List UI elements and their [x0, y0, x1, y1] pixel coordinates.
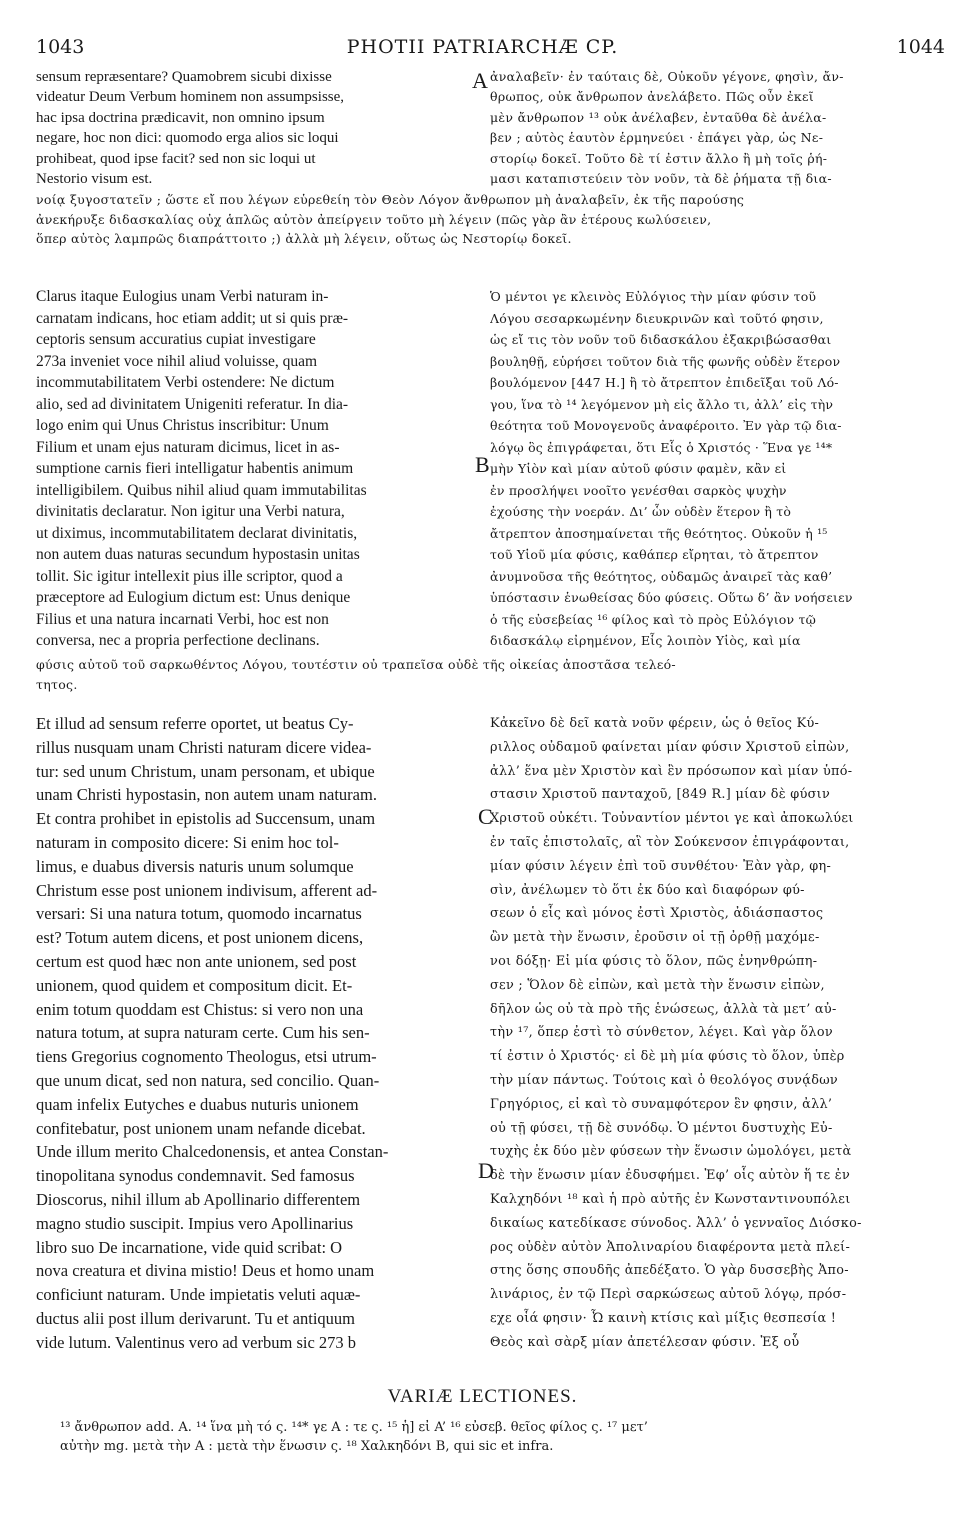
- greek-a-line: μὲν ἄνθρωπον ¹³ οὐκ ἀνέλαβεν, ἐνταῦθα δὲ ἀνέλα-: [490, 109, 827, 125]
- greek-c-line: ἐν ταῖς ἐπιστολαῖς, αἳ τὸν Σούκενσον ἐπιγράφονται,: [490, 834, 850, 850]
- latin-c-line: rillus nusquam unam Christi naturam dicere videa-: [36, 737, 372, 757]
- greek-b-line: ἐν προσλήψει νοοῖτο γενέσθαι σαρκὸς ψυχὴν: [490, 482, 787, 498]
- greek-c-line: στης ὅσης σπουδῆς ἀπεδέξατο. Ὁ γὰρ δυσσεβὴς Ἀπο-: [490, 1263, 849, 1279]
- column-number-left: 1043: [36, 36, 85, 58]
- latin-b-line: præceptore ad Eulogium dictum est: Unus denique: [36, 589, 351, 606]
- latin-b-line: incommutabilitatem Verbi ostendere: Ne dictum: [36, 374, 335, 391]
- greek-c-line: οὐ τῇ φύσει, τῇ δὲ συνόδῳ. Ὁ μέντοι δυστυχὴς Εὐ-: [490, 1120, 833, 1136]
- latin-c-line: Et illud ad sensum referre oportet, ut beatus Cy-: [36, 714, 354, 733]
- latin-b-line: Filium et unam ejus naturam dicimus, licet in as-: [36, 438, 340, 456]
- greek-c-line: Θεὸς καὶ σὰρξ μίαν ἀπετέλεσαν φύσιν. Ἐξ οὗ: [490, 1334, 800, 1350]
- latin-b-line: carnatam indicans, hoc etiam addit; ut si quis præ-: [36, 309, 349, 327]
- greek-b-line: θεότητα τοῦ Μονογενοῦς ἀναφέροιτο. Ἐν γὰρ τῷ δια-: [490, 418, 842, 433]
- variae-lectiones-notes: [60, 1418, 940, 1456]
- latin-c-line: confitebatur, post unionem unam nefande dicebat.: [36, 1118, 366, 1138]
- greek-b-line: βουλόμενον [447 H.] ἢ τὸ ἄτρεπτον ἐπιδεῖξαι τοῦ Λό-: [490, 375, 839, 390]
- greek-c-line: σεν ; Ὅλον δὲ εἰπὼν, καὶ μετὰ τὴν ἕνωσιν εἰπὼν,: [490, 977, 825, 993]
- latin-b-line: logo enim qui Unus Christus inscribitur: Unum: [36, 417, 329, 434]
- full-a-line: ἀνεκήρυξε διδασκαλίας οὐχ ἁπλῶς αὐτὸν ἀπείργειν τοῦτο μὴ λέγειν (πῶς γὰρ ἂν ἑτέρους κωλύσειεν,: [36, 211, 712, 227]
- variae-lines-line: ¹³ ἄνθρωπον add. A. ¹⁴ ἵνα μὴ τό ς. ¹⁴* γε A : τε ς. ¹⁵ ἡ] εἰ A’ ¹⁶ εὐσεβ. θεῖος φίλος ς. ¹⁷ μετ’: [60, 1420, 648, 1435]
- greek-c-line: ἀλλ’ ἕνα μὲν Χριστὸν καὶ ἓν πρόσωπον καὶ μίαν ὑπό-: [490, 763, 853, 779]
- column-number-right: 1044: [896, 36, 945, 58]
- latin-b-line: sumptione carnis fieri intelligatur habentis animum: [36, 460, 354, 477]
- latin-c-line: magno studio suscipit. Impius vero Apollinarius: [36, 1213, 354, 1233]
- greek-c-line: στασιν Χριστοῦ πανταχοῦ, [849 R.] μίαν δὲ φύσιν: [490, 787, 831, 803]
- latin-b-line: intelligibilem. Quibus nihil aliud quam immutabilitas: [36, 481, 367, 499]
- latin-c-line: versari: Si una natura totum, quomodo incarnatus: [36, 904, 362, 924]
- latin-b-line: ut diximus, incommutabilitatem declarat divinitatis,: [36, 524, 358, 542]
- greek-b-line: ἄτρεπτον ἀποσημαίνεται τῆς θεότητος. Οὐκοῦν ἡ ¹⁵: [490, 525, 828, 541]
- latin-a-line: Nestorio visum est.: [36, 171, 153, 188]
- latin-c-line: tiens Gregorius cognomento Theologus, etsi utrum-: [36, 1047, 377, 1067]
- latin-c-line: tur: sed unum Christum, unam personam, et ubique: [36, 761, 375, 781]
- running-title: PHOTII PATRIARCHÆ CP.: [346, 36, 619, 58]
- latin-c-line: limus, e duabus diversis naturis unum solumque: [36, 856, 354, 876]
- greek-c-line: ριλλος οὐδαμοῦ φαίνεται μίαν φύσιν Χριστοῦ εἰπὼν,: [490, 739, 850, 755]
- latin-b-line: Filius et una natura incarnati Verbi, hoc est non: [36, 610, 329, 628]
- greek-c-line: τυχὴς ἐκ δύο μὲν φύσεων τὴν ἕνωσιν ὡμολόγει, μετὰ: [490, 1144, 852, 1160]
- section-marker-b: B: [475, 452, 490, 477]
- greek-b-line: γου, ἵνα τὸ ¹⁴ λεγόμενον μὴ εἰς ἄλλο τι, ἀλλ’ εἰς τὴν: [490, 396, 834, 412]
- latin-b-line: ceptoris sensum accuratius cupiat investigare: [36, 331, 316, 348]
- latin-paragraph-b: [36, 286, 476, 652]
- latin-paragraph-c: [36, 712, 476, 1355]
- latin-c-line: unam Christi hypostasin, non autem unam naturam.: [36, 785, 377, 805]
- greek-c-line: νοι δόξῃ· Εἰ μία φύσις τὸ ὅλον, πῶς ἐνηνθρώπη-: [490, 953, 818, 969]
- greek-a-line: μασι καταπιστεύειν τὸν νοῦν, τὰ δὲ ῥήματα τῇ δια-: [490, 171, 832, 187]
- greek-c-line: σεων ὁ εἷς καὶ μόνος ἐστὶ Χριστὸς, ἀδιάσπαστος: [490, 906, 824, 922]
- latin-a-line: hac ipsa doctrina prædicavit, non omnino ipsum: [36, 109, 325, 126]
- greek-b-line: ὑπόστασιν ἑνωθείσας δύο φύσεις. Οὕτω δ’ ἂν νοήσειεν: [490, 590, 853, 605]
- greek-paragraph-a: [490, 67, 930, 189]
- greek-b-line: ἐχούσης τὴν νοεράν. Δι’ ὧν οὐδὲν ἕτερον ἢ τὸ: [490, 504, 792, 519]
- latin-c-line: ductus alii post illum derivarunt. Tu et antiquum: [36, 1308, 355, 1328]
- latin-paragraph-a: [36, 67, 476, 189]
- latin-a-line: prohibeat, quod ipse facit? sed non sic loqui ut: [36, 150, 316, 167]
- greek-b-line: ὁ τῆς εὐσεβείας ¹⁶ φίλος καὶ τὸ πρὸς Εὐλόγιον τῷ: [490, 611, 817, 627]
- greek-fullwidth-b: [36, 655, 934, 694]
- greek-c-line: δῆλον ὡς οὐ τὰ πρὸ τῆς ἑνώσεως, ἀλλὰ τὰ μετ’ αὐ-: [490, 1001, 837, 1017]
- greek-b-line: Ὁ μέντοι γε κλεινὸς Εὐλόγιος τὴν μίαν φύσιν τοῦ: [490, 289, 817, 304]
- greek-b-line: διδασκάλῳ εἰρημένον, Εἷς λοιπὸν Υἱὸς, καὶ μία: [490, 633, 801, 648]
- latin-c-line: Et contra prohibet in epistolis ad Succensum, unam: [36, 809, 376, 829]
- greek-c-line: Χριστοῦ οὐκέτι. Τοὐναντίον μέντοι γε καὶ ἀποκωλύει: [490, 811, 854, 827]
- greek-fullwidth-a: [36, 190, 934, 249]
- latin-a-line: videatur Deum Verbum hominem non assumpsisse,: [36, 89, 345, 106]
- latin-c-line: est? Totum autem dicens, et post unionem dicens,: [36, 928, 364, 948]
- greek-c-line: τί ἐστιν ὁ Χριστός· εἰ δὲ μὴ μία φύσις τὸ ὅλον, ὑπὲρ: [490, 1049, 845, 1065]
- greek-b-line: ὡς εἴ τις τὸν νοῦν τοῦ διδασκάλου ἐξακριβώσασθαι: [490, 332, 832, 347]
- greek-c-line: δικαίως κατεδίκασε σύνοδος. Ἀλλ’ ὁ γενναῖος Διόσκο-: [490, 1215, 862, 1231]
- greek-b-line: τοῦ Υἱοῦ μία φύσις, καθάπερ εἴρηται, τὸ ἄτρεπτον: [490, 547, 819, 562]
- latin-b-line: tollit. Sic igitur intellexit pius ille scriptor, quod a: [36, 567, 343, 585]
- section-marker-a: A: [472, 68, 488, 93]
- latin-c-line: enim totum quoddam est Chistus: si vero non una: [36, 999, 364, 1019]
- latin-c-line: unionem, quod quidem et compositum dicit. Et-: [36, 975, 353, 995]
- latin-c-line: natura totum, at supra naturam certe. Cum his sen-: [36, 1023, 370, 1043]
- latin-c-line: conficiunt naturam. Unde impietatis veluti aquæ-: [36, 1285, 361, 1305]
- latin-b-line: non autem duas naturas secundum hypostasin unitas: [36, 546, 360, 563]
- latin-c-line: quam infelix Eutyches e duabus nuturis unionem: [36, 1094, 359, 1114]
- latin-c-line: vide lutum. Valentinus vero ad verbum sic 273 b: [36, 1332, 357, 1352]
- latin-b-line: divinitatis declaratur. Non igitur una Verbi natura,: [36, 503, 345, 520]
- greek-c-line: Κἀκεῖνο δὲ δεῖ κατὰ νοῦν φέρειν, ὡς ὁ θεῖος Κύ-: [490, 716, 820, 731]
- latin-c-line: que unum dicat, sed non natura, sed concilio. Quan-: [36, 1070, 380, 1090]
- latin-b-line: 273a inveniet voce nihil aliud voluisse, quam: [36, 352, 318, 370]
- greek-c-line: τὴν ¹⁷, ὅπερ ἐστὶ τὸ σύνθετον, λέγει. Καὶ γὰρ ὅλον: [490, 1025, 833, 1041]
- greek-c-line: λινάριος, ἐν τῷ Περὶ σαρκώσεως αὐτοῦ λόγῳ, πρόσ-: [490, 1287, 847, 1303]
- latin-a-line: negare, hoc non dici: quomodo erga alios sic loqui: [36, 130, 339, 147]
- section-marker-d: D: [478, 1158, 494, 1183]
- full-a-line: νοίᾳ ξυγοστατεῖν ; ὥστε εἴ που λέγων εὑρεθείη τὸν Θεὸν Λόγον ἄνθρωπον μὴ ἀναλαβεῖν, ἐκ τῆς παρούσης: [36, 192, 745, 207]
- latin-c-line: certum est quod hæc non ante unionem, sed post: [36, 951, 357, 971]
- greek-a-line: θρωπος, οὐκ ἄνθρωπον ἀνελάβετο. Πῶς οὖν ἐκεῖ: [490, 89, 814, 105]
- greek-a-line: ἀναλαβεῖν· ἐν ταύταις δὲ, Οὐκοῦν γέγονε, φησὶν, ἄν-: [490, 69, 844, 84]
- greek-paragraph-b: [490, 286, 930, 652]
- greek-a-line: στορίῳ δοκεῖ. Τοῦτο δὲ τί ἐστιν ἄλλο ἢ μὴ τοῖς ῥή-: [490, 150, 828, 166]
- latin-c-line: naturam in composito dicere: Si enim hoc tol-: [36, 832, 339, 852]
- greek-c-line: ὢν μετὰ τὴν ἕνωσιν, ἐροῦσιν οἱ τῇ ὀρθῇ μαχόμε-: [490, 930, 820, 946]
- greek-c-line: τὴν μίαν πάντως. Τούτοις καὶ ὁ θεολόγος συνᾴδων: [490, 1072, 839, 1088]
- latin-a-line: sensum repræsentare? Quamobrem sicubi dixisse: [36, 69, 332, 85]
- greek-a-line: βεν ; αὐτὸς ἑαυτὸν ἑρμηνεύει · ἐπάγει γὰρ, ὡς Νε-: [490, 130, 824, 146]
- greek-b-line: βουληθῇ, εὑρήσει τοῦτον διὰ τῆς φωνῆς οὐδὲν ἕτερον: [490, 353, 841, 369]
- latin-b-line: Clarus itaque Eulogius unam Verbi naturam in-: [36, 288, 329, 305]
- greek-c-line: Γρηγόριος, εἰ καὶ τὸ συναμφότερον ἓν φησιν, ἀλλ’: [490, 1096, 833, 1112]
- full-b-line: τητος.: [36, 676, 78, 692]
- greek-b-line: μὴν Υἱὸν καὶ μίαν αὐτοῦ φύσιν φαμὲν, κἂν εἰ: [490, 461, 787, 476]
- greek-c-line: Καλχηδόνι ¹⁸ καὶ ἡ πρὸ αὐτῆς ἐν Κωνσταντινουπόλει: [490, 1191, 851, 1207]
- greek-b-line: λόγῳ ὃς ἐπιγράφεται, ὅτι Εἷς ὁ Χριστός · Ἕνα γε ¹⁴*: [490, 439, 833, 455]
- latin-c-line: Dioscorus, nihil illum ab Apollinario differentem: [36, 1189, 361, 1209]
- latin-b-line: alio, sed ad divinitatem Unigeniti referatur. In dia-: [36, 395, 349, 413]
- variae-lines-line: αὐτὴν mg. μετὰ τὴν A : μετὰ τὴν ἕνωσιν ς. ¹⁸ Χαλκηδόνι B, qui sic et infra.: [60, 1439, 554, 1454]
- section-marker-c: C: [478, 804, 493, 829]
- latin-c-line: Unde illum merito Chalcedonensis, et antea Constan-: [36, 1142, 389, 1162]
- latin-c-line: nova creatura et divina mistio! Deus et homo unam: [36, 1261, 375, 1281]
- greek-c-line: ρος οὐδὲν αὐτὸν Ἀπολιναρίου διαφέροντα μετὰ πλεί-: [490, 1239, 851, 1255]
- variae-lectiones-title: VARIÆ LECTIONES.: [387, 1386, 578, 1407]
- full-b-line: φύσις αὐτοῦ τοῦ σαρκωθέντος Λόγου, τουτέστιν οὐ τραπεῖσα οὐδὲ τῆς οἰκείας ἀποστᾶσα τελεό-: [36, 657, 676, 672]
- greek-paragraph-c: [490, 712, 930, 1355]
- greek-c-line: μίαν φύσιν λέγειν ἐπὶ τοῦ συνθέτου· Ἐὰν γὰρ, φη-: [490, 858, 832, 874]
- full-a-line: ὅπερ αὐτὸς λαμπρῶς διαπράττοιτο ;) ἀλλὰ μὴ λέγειν, οὕτως ὡς Νεστορίῳ δοκεῖ.: [36, 231, 572, 247]
- latin-c-line: Christum esse post unionem indivisum, afferent ad-: [36, 880, 378, 900]
- latin-c-line: tinopolitana synodus condemnavit. Sed famosus: [36, 1166, 355, 1186]
- latin-c-line: libro suo De incarnatione, vide quid scribat: O: [36, 1237, 343, 1257]
- latin-b-line: conversa, nec a propria perfectione declinans.: [36, 632, 320, 649]
- greek-b-line: ἀνυμνοῦσα τῆς θεότητος, οὐδαμῶς ἀναιρεῖ τὰς καθ’: [490, 568, 833, 584]
- greek-c-line: σὶν, ἀνέλωμεν τὸ ὅτι ἐκ δύο καὶ διαφόρων φύ-: [490, 882, 805, 898]
- greek-c-line: δὲ τὴν ἕνωσιν μίαν ἐδυσφήμει. Ἐφ’ οἷς αὐτὸν ἥ τε ἐν: [490, 1168, 851, 1184]
- greek-b-line: Λόγου σεσαρκωμένην διευκρινῶν καὶ τοῦτό φησιν,: [490, 310, 824, 326]
- greek-c-line: εχε οἷά φησιν· Ὦ καινὴ κτίσις καὶ μίξις θεσπεσία !: [490, 1310, 837, 1326]
